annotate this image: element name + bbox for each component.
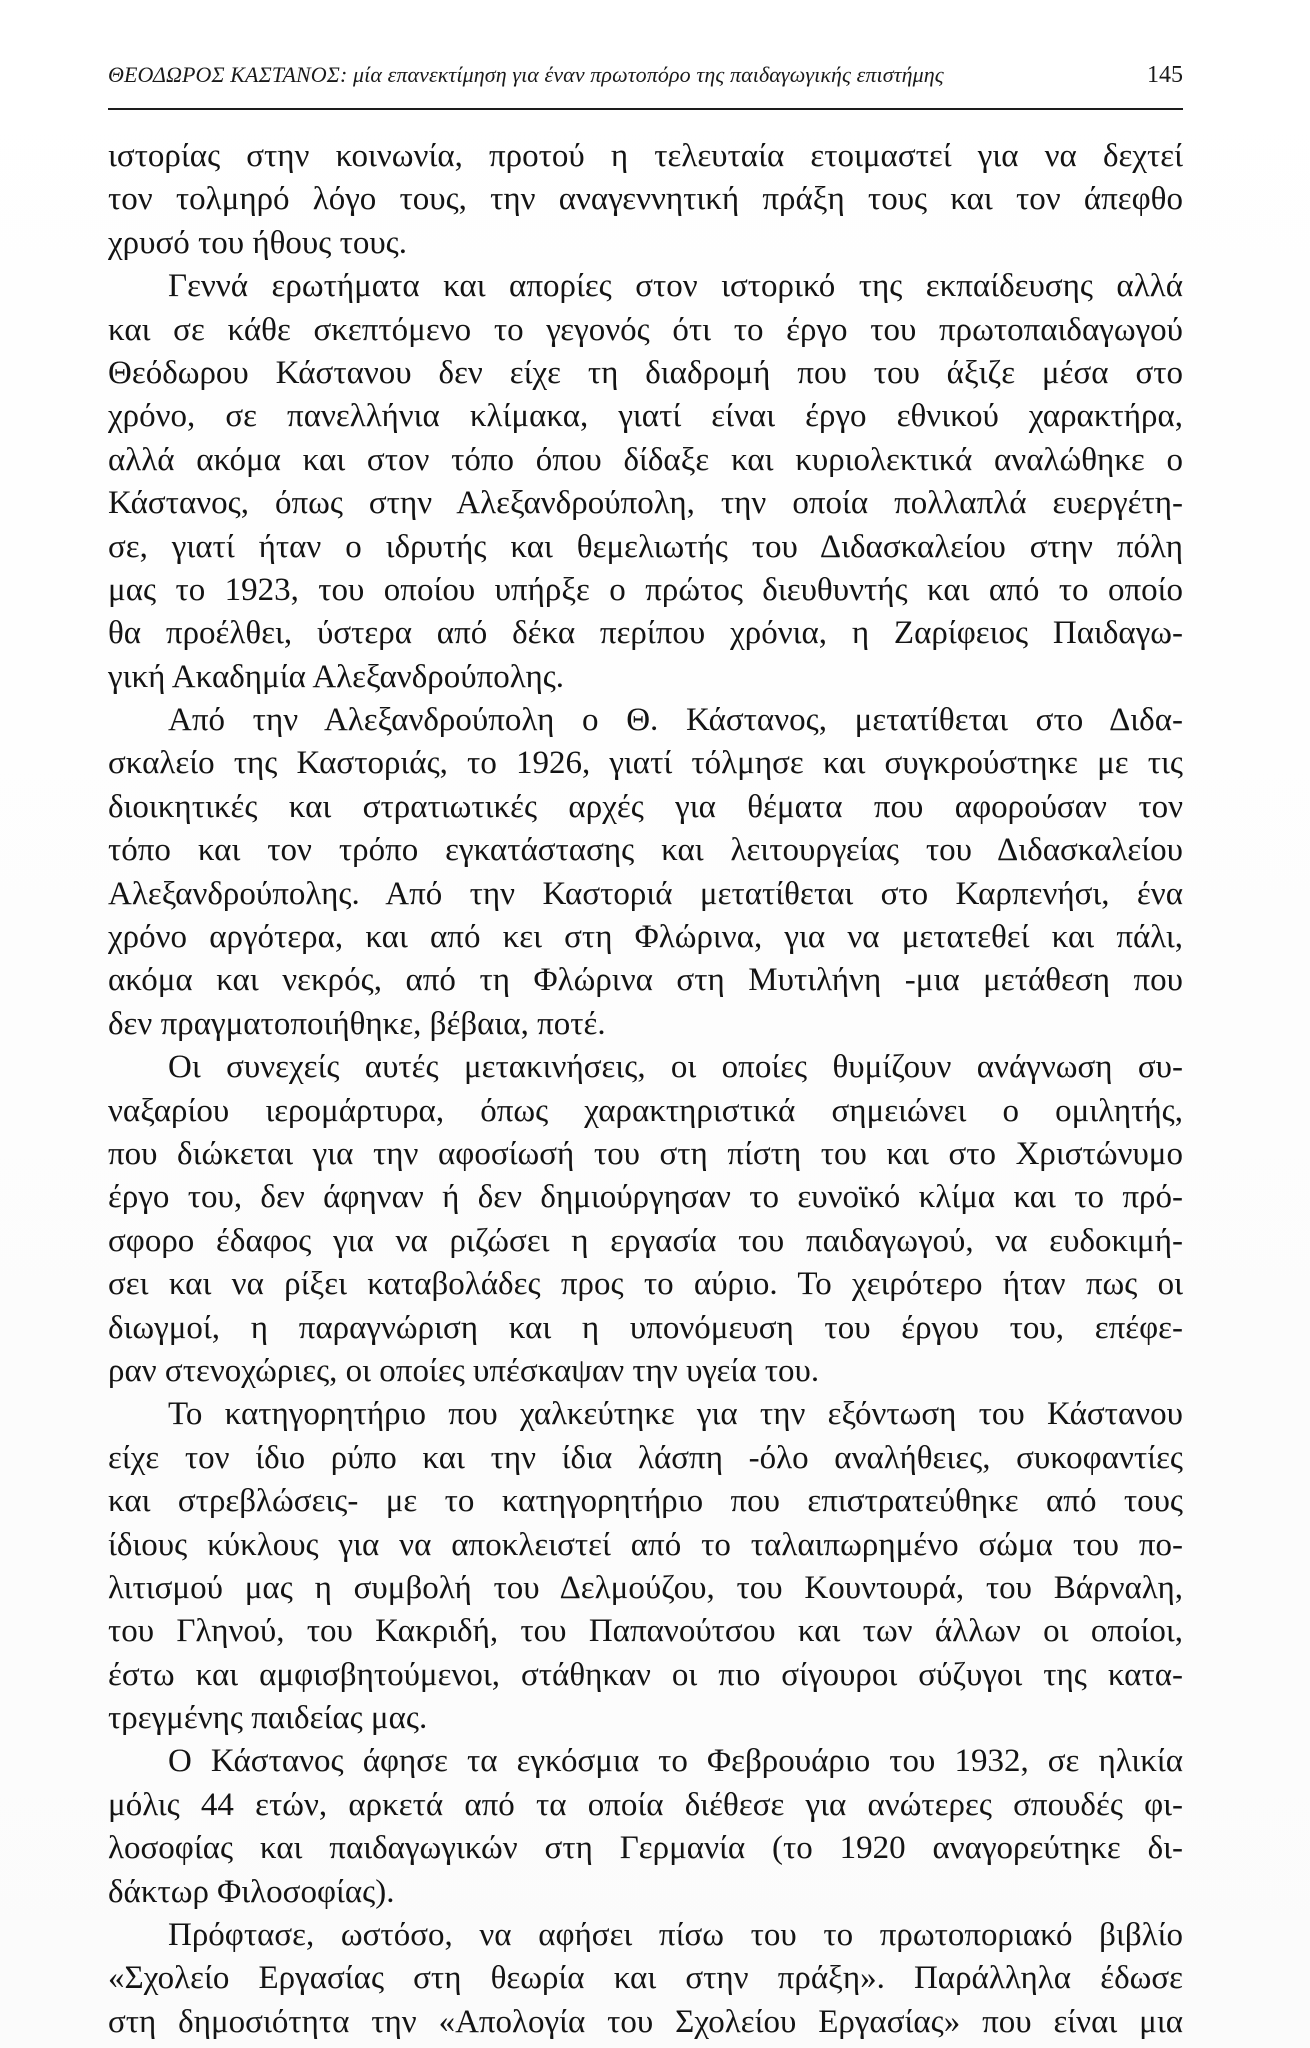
text-line: τον τολμηρό λόγο τους, την αναγεννητική πράξη τους και τον άπεφθο	[108, 181, 1183, 218]
text-line: Γεννά ερωτήματα και απορίες στον ιστορικό της εκπαίδευσης αλλά	[168, 268, 1183, 305]
text-line: αλλά ακόμα και στον τόπο όπου δίδαξε και κυριολεκτικά αναλώθηκε ο	[108, 441, 1183, 478]
text-line: διωγμοί, η παραγνώριση και η υπονόμευση του έργου του, επέφε-	[108, 1309, 1183, 1346]
text-line: είχε τον ίδιο ρύπο και την ίδια λάσπη -όλο αναλήθειες, συκοφαντίες	[108, 1439, 1183, 1476]
text-line: λοσοφίας και παιδαγωγικών στη Γερμανία (το 1920 αναγορεύτηκε δι-	[108, 1830, 1183, 1867]
text-line: χρόνο αργότερα, και από κει στη Φλώρινα, για να μετατεθεί και πάλι,	[108, 919, 1183, 956]
text-line: και στρεβλώσεις- με το κατηγορητήριο που επιστρατεύθηκε από τους	[108, 1483, 1183, 1520]
text-line: ραν στενοχώριες, οι οποίες υπέσκαψαν την υγεία του.	[108, 1352, 820, 1389]
text-line: ακόμα και νεκρός, από τη Φλώρινα στη Μυτιλήνη -μια μετάθεση που	[108, 962, 1183, 999]
text-line: Ο Κάστανος άφησε τα εγκόσμια το Φεβρουάριο του 1932, σε ηλικία	[168, 1743, 1183, 1780]
text-line: Από την Αλεξανδρούπολη ο Θ. Κάστανος, μετατίθεται στο Διδα-	[168, 702, 1183, 739]
running-title: ΘΕΟΔΩΡΟΣ ΚΑΣΤΑΝΟΣ: μία επανεκτίμηση για έναν πρωτοπόρο της παιδαγωγικής επιστήμης	[108, 62, 944, 87]
text-line: Αλεξανδρούπολης. Από την Καστοριά μετατίθεται στο Καρπενήσι, ένα	[108, 875, 1183, 912]
text-line: χρόνο, σε πανελλήνια κλίμακα, γιατί είναι έργο εθνικού χαρακτήρα,	[108, 398, 1183, 435]
text-line: στη δημοσιότητα την «Απολογία του Σχολείου Εργασίας» που είναι μια	[108, 2003, 1183, 2040]
text-line: σφορο έδαφος για να ριζώσει η εργασία του παιδαγωγού, να ευδοκιμή-	[108, 1222, 1183, 1259]
text-line: τόπο και τον τρόπο εγκατάστασης και λειτουργείας του Διδασκαλείου	[108, 832, 1183, 869]
text-line: διοικητικές και στρατιωτικές αρχές για θέματα που αφορούσαν τον	[108, 788, 1183, 825]
text-line: Πρόφτασε, ωστόσο, να αφήσει πίσω του το πρωτοποριακό βιβλίο	[168, 1917, 1183, 1954]
text-line: Το κατηγορητήριο που χαλκεύτηκε για την εξόντωση του Κάστανου	[168, 1396, 1183, 1433]
text-line: Οι συνεχείς αυτές μετακινήσεις, οι οποίες θυμίζουν ανάγνωση συ-	[168, 1049, 1183, 1086]
text-line: θα προέλθει, ύστερα από δέκα περίπου χρόνια, η Ζαρίφειος Παιδαγω-	[108, 615, 1183, 652]
text-line: τρεγμένης παιδείας μας.	[108, 1700, 428, 1737]
text-line: σε, γιατί ήταν ο ιδρυτής και θεμελιωτής του Διδασκαλείου στην πόλη	[108, 528, 1183, 565]
body-text	[108, 135, 1183, 2044]
text-line: ιστορίας στην κοινωνία, προτού η τελευταία ετοιμαστεί για να δεχτεί	[108, 138, 1183, 174]
text-line: έργο του, δεν άφηναν ή δεν δημιούργησαν το ευνοϊκό κλίμα και το πρό-	[108, 1179, 1183, 1216]
text-line: σει και να ρίξει καταβολάδες προς το αύριο. Το χειρότερο ήταν πως οι	[108, 1266, 1183, 1303]
text-line: «Σχολείο Εργασίας στη θεωρία και στην πράξη». Παράλληλα έδωσε	[108, 1960, 1183, 1997]
header-rule	[108, 108, 1183, 110]
page-number: 145	[1147, 62, 1183, 88]
running-head	[108, 62, 1183, 102]
text-line: σκαλείο της Καστοριάς, το 1926, γιατί τόλμησε και συγκρούστηκε με τις	[108, 745, 1183, 782]
text-line: δάκτωρ Φιλοσοφίας).	[108, 1873, 395, 1910]
text-line: και σε κάθε σκεπτόμενο το γεγονός ότι το έργο του πρωτοπαιδαγωγού	[108, 311, 1183, 348]
text-line: ναξαρίου ιερομάρτυρα, όπως χαρακτηριστικά σημειώνει ο ομιλητής,	[108, 1092, 1183, 1129]
text-line: δεν πραγματοποιήθηκε, βέβαια, ποτέ.	[108, 1005, 606, 1042]
text-line: έστω και αμφισβητούμενοι, στάθηκαν οι πιο σίγουροι σύζυγοι της κατα-	[108, 1656, 1183, 1693]
text-line: Θεόδωρου Κάστανου δεν είχε τη διαδρομή που του άξιζε μέσα στο	[108, 354, 1183, 391]
text-line: γική Ακαδημία Αλεξανδρούπολης.	[108, 658, 565, 695]
text-line: λιτισμού μας η συμβολή του Δελμούζου, του Κουντουρά, του Βάρναλη,	[108, 1569, 1183, 1606]
text-line: χρυσό του ήθους τους.	[108, 224, 407, 261]
text-line: που διώκεται για την αφοσίωσή του στη πίστη του και στο Χριστώνυμο	[108, 1135, 1183, 1172]
text-line: Κάστανος, όπως στην Αλεξανδρούπολη, την οποία πολλαπλά ευεργέτη-	[108, 485, 1183, 522]
text-line: μόλις 44 ετών, αρκετά από τα οποία διέθεσε για ανώτερες σπουδές φι-	[108, 1786, 1183, 1823]
text-line: μας το 1923, του οποίου υπήρξε ο πρώτος διευθυντής και από το οποίο	[108, 571, 1183, 608]
text-line: ίδιους κύκλους για να αποκλειστεί από το ταλαιπωρημένο σώμα του πο-	[108, 1526, 1183, 1563]
text-line: του Γληνού, του Κακριδή, του Παπανούτσου και των άλλων οι οποίοι,	[108, 1613, 1183, 1650]
